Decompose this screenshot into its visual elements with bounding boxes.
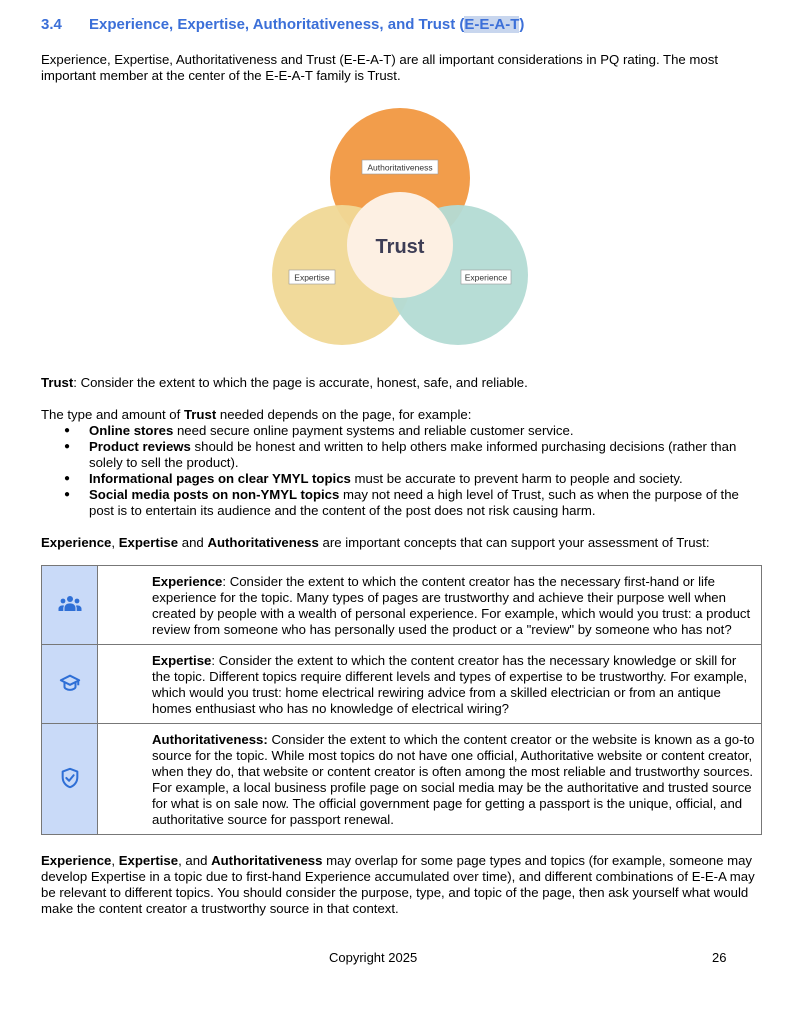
closing-post: may overlap for some page types and topics (for example, someone may develop Expertise in a topic due to first-hand Experience accumulated over time), and different combinations of E-E-A may be relevant to different topics. You should consider the purpose, type, and topic of the page, then ask yourself what would make the content creator a trustworthy source in that context. — [41, 853, 755, 916]
section-heading — [41, 16, 524, 33]
type-amount-term: Trust — [183, 407, 217, 422]
row-term: Expertise — [152, 653, 212, 668]
concepts-post: are important concepts that can support your assessment of Trust: — [318, 535, 710, 550]
concept-authoritativeness: Authoritativeness — [207, 535, 319, 550]
type-amount-paragraph — [41, 407, 761, 423]
closing-authoritativeness: Authoritativeness — [211, 853, 323, 868]
list-item-text: may not need a high level of Trust, such as when the purpose of the post is to entertain its audience and the content of the post does not risk causing harm. — [89, 487, 739, 518]
table-row — [42, 566, 762, 645]
closing-paragraph — [41, 853, 761, 917]
list-item-term: Informational pages on clear YMYL topics — [89, 471, 351, 486]
list-item-term: Social media posts on non-YMYL topics — [89, 487, 340, 502]
closing-experience: Experience — [41, 853, 112, 868]
row-term: Authoritativeness: — [152, 732, 268, 747]
eea-definitions-table — [41, 565, 762, 835]
footer-copyright: Copyright 2025 — [329, 950, 418, 965]
list-item-text: should be honest and written to help others make informed purchasing decisions (rather than solely to sell the product). — [89, 439, 737, 470]
row-text: : Consider the extent to which the content creator has the necessary first-hand or life experience for the topic. Many types of pages are trustworthy and achieve their purpose well when created by people with a wealth of personal experience. For example, which would you trust: a product review from someone who has personally used the product or a "review" by someone who has not? — [152, 574, 751, 637]
section-title: Experience, Expertise, Authoritativeness, and Trust ( — [89, 16, 465, 33]
concept-sep: and — [178, 535, 208, 550]
experience-label: Experience — [464, 272, 508, 283]
table-icon-cell — [42, 724, 98, 835]
concepts-paragraph — [41, 535, 761, 551]
type-amount-pre: The type and amount of — [41, 407, 184, 422]
closing-sep: , — [111, 853, 119, 868]
section-title-close: ) — [519, 16, 525, 33]
list-item-text: need secure online payment systems and reliable customer service. — [173, 423, 574, 438]
concept-sep: , — [111, 535, 119, 550]
authoritativeness-label: Authoritativeness — [367, 162, 433, 173]
list-item-text: must be accurate to prevent harm to people and society. — [350, 471, 683, 486]
table-row — [42, 724, 762, 835]
shield-check-icon — [60, 767, 80, 789]
table-icon-cell — [42, 566, 98, 645]
expertise-definition — [98, 645, 762, 724]
row-text: : Consider the extent to which the content creator has the necessary knowledge or skill for the topic. Different topics require different levels and types of expertise to be trustworthy. For example, which would you trust: home electrical rewiring advice from a skilled electrician or from an antique homes enthusiast who has no knowledge of electrical wiring? — [152, 653, 748, 716]
eeat-venn-diagram — [265, 108, 535, 353]
graduation-cap-icon — [59, 672, 81, 694]
list-item-term: Product reviews — [89, 439, 191, 454]
people-icon — [58, 594, 82, 614]
trust-label: Trust — [375, 236, 425, 258]
closing-expertise: Expertise — [118, 853, 179, 868]
section-number: 3.4 — [41, 16, 62, 33]
row-term: Experience — [152, 574, 223, 589]
concept-expertise: Expertise — [118, 535, 179, 550]
trust-term: Trust — [41, 375, 74, 390]
trust-definition — [41, 375, 761, 391]
row-text: Consider the extent to which the content creator or the website is known as a go-to source for the topic. While most topics do not have one official, Authoritative website or content creator, when they do, that website or content creator is often among the most reliable and trustworthy sources. For example, a local business profile page on social media may be the authoritative and trusted source for what is on sale now. The official government page for getting a passport is the unique, official, and authoritative source for passport renewal. — [152, 732, 755, 827]
intro-paragraph: Experience, Expertise, Authoritativeness and Trust (E-E-A-T) are all important considerations in PQ rating. The most important member at the center of the E-E-A-T family is Trust. — [41, 52, 719, 83]
list-item — [41, 423, 761, 439]
table-row — [42, 645, 762, 724]
list-item — [41, 471, 761, 487]
type-amount-post: needed depends on the page, for example: — [216, 407, 472, 422]
table-icon-cell — [42, 645, 98, 724]
list-item — [41, 439, 761, 471]
expertise-label: Expertise — [294, 272, 330, 283]
trust-text: : Consider the extent to which the page is accurate, honest, safe, and reliable. — [73, 375, 528, 390]
selected-text-highlight[interactable]: E-E-A-T — [464, 16, 520, 33]
footer-page-number: 26 — [712, 950, 727, 965]
authoritativeness-definition — [98, 724, 762, 835]
list-item-term: Online stores — [89, 423, 174, 438]
closing-sep: , and — [178, 853, 212, 868]
concept-experience: Experience — [41, 535, 112, 550]
trust-examples-list — [41, 423, 761, 519]
list-item — [41, 487, 761, 519]
experience-definition — [98, 566, 762, 645]
